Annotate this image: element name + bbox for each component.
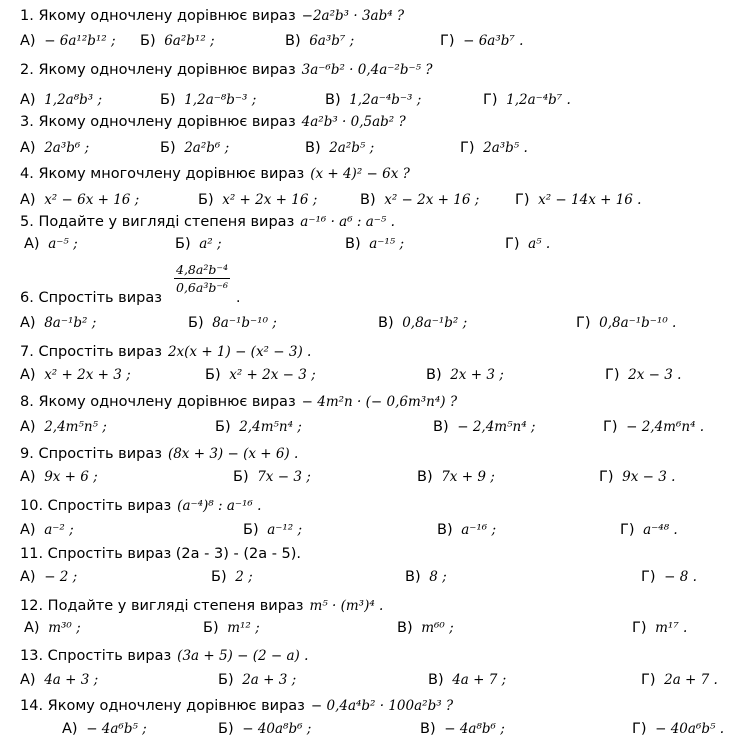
answer-option-b <box>160 140 229 156</box>
answer-option-b <box>218 721 311 737</box>
answer-value: x² − 14x + 16 . <box>538 192 642 208</box>
answer-option-d <box>440 33 523 49</box>
answer-option-a <box>20 419 107 435</box>
answer-value: 2x − 3 . <box>628 367 682 383</box>
question-text: 5. Подайте у вигляді степеня вираз <box>20 214 295 230</box>
answer-option-d <box>632 620 687 636</box>
answer-value: a⁻¹⁵ ; <box>369 236 405 252</box>
answer-value: 2,4m⁵n⁵ ; <box>44 419 107 435</box>
answer-value: 8a⁻¹b² ; <box>44 315 97 331</box>
answer-option-b <box>175 236 222 252</box>
question-expression: a⁻¹⁶ · a⁶ : a⁻⁵ . <box>300 214 395 230</box>
question-expression: − 4m²n · (− 0,6m³n⁴) ? <box>301 394 458 410</box>
answer-option-a <box>20 192 139 208</box>
answer-value: x² − 6x + 16 ; <box>44 192 140 208</box>
answer-value: 7x + 9 ; <box>441 469 495 485</box>
question-text: 7. Спростіть вираз <box>20 344 162 360</box>
answer-option-a <box>24 620 81 636</box>
answer-letter: Г) <box>515 192 535 208</box>
answer-value: 1,2a⁻⁸b⁻³ ; <box>184 92 257 108</box>
answer-option-c <box>405 569 447 585</box>
answer-option-d <box>576 315 676 331</box>
answer-letter: Б) <box>160 92 181 108</box>
answer-value: a⁻¹² ; <box>267 522 303 538</box>
answer-letter: А) <box>20 569 41 585</box>
answer-option-b <box>205 367 316 383</box>
answer-letter: А) <box>20 469 41 485</box>
question-text: 13. Спростіть вираз <box>20 648 172 664</box>
answer-letter: Б) <box>203 620 224 636</box>
answer-letter: Б) <box>243 522 264 538</box>
answer-letter: А) <box>20 672 41 688</box>
answer-option-c <box>433 419 535 435</box>
answer-letter: Г) <box>460 140 480 156</box>
answer-value: a⁻² ; <box>44 522 74 538</box>
question-7 <box>20 344 311 360</box>
answer-option-a <box>20 569 77 585</box>
answer-letter: Б) <box>175 236 196 252</box>
answer-option-b <box>218 672 296 688</box>
answer-letter: В) <box>417 469 438 485</box>
answer-value: 8a⁻¹b⁻¹⁰ ; <box>212 315 277 331</box>
question-1 <box>20 8 404 24</box>
answer-letter: А) <box>20 140 41 156</box>
answer-letter: Г) <box>620 522 640 538</box>
answer-option-d <box>483 92 571 108</box>
q6-numerator: 4,8a²b⁻⁴ <box>176 262 228 277</box>
answer-value: 2 ; <box>235 569 253 585</box>
answer-value: a⁻⁵ ; <box>48 236 78 252</box>
answer-option-c <box>360 192 479 208</box>
answer-option-c <box>397 620 454 636</box>
answer-letter: В) <box>285 33 306 49</box>
answer-option-c <box>345 236 404 252</box>
answer-letter: Б) <box>218 672 239 688</box>
answer-letter: А) <box>20 92 41 108</box>
question-11 <box>20 546 307 562</box>
answer-value: 9x − 3 . <box>622 469 676 485</box>
answer-value: 2a³b⁵ . <box>483 140 528 156</box>
answer-option-c <box>417 469 495 485</box>
question-8 <box>20 394 457 410</box>
answer-letter: Г) <box>576 315 596 331</box>
answer-value: 6a³b⁷ ; <box>309 33 355 49</box>
answer-option-c <box>285 33 354 49</box>
answer-letter: Б) <box>188 315 209 331</box>
answer-option-d <box>460 140 528 156</box>
answer-letter: А) <box>20 522 41 538</box>
answer-option-b <box>198 192 317 208</box>
answer-value: m³⁰ ; <box>48 620 81 636</box>
answer-letter: А) <box>24 236 45 252</box>
question-expression: 3a⁻⁶b² · 0,4a⁻²b⁻⁵ ? <box>301 62 433 78</box>
question-14 <box>20 698 453 714</box>
answer-letter: В) <box>397 620 418 636</box>
question-text: 3. Якому одночлену дорівнює вираз <box>20 114 296 130</box>
answer-option-d <box>515 192 641 208</box>
question-expression: 4a²b³ · 0,5ab² ? <box>301 114 406 130</box>
answer-option-c <box>437 522 496 538</box>
answer-value: − 2,4m⁶n⁴ . <box>626 419 705 435</box>
question-text: 14. Якому одночлену дорівнює вираз <box>20 698 305 714</box>
question-4 <box>20 166 410 182</box>
answer-letter: А) <box>62 721 83 737</box>
question-5 <box>20 214 395 230</box>
question-expression: 2x(x + 1) − (x² − 3) . <box>167 344 312 360</box>
question-9 <box>20 446 298 462</box>
answer-value: − 6a¹²b¹² ; <box>44 33 116 49</box>
answer-value: − 40a⁸b⁶ ; <box>242 721 312 737</box>
answer-option-c <box>305 140 374 156</box>
answer-letter: Г) <box>603 419 623 435</box>
answer-letter: Б) <box>160 140 181 156</box>
answer-letter: Г) <box>632 721 652 737</box>
answer-value: 2,4m⁵n⁴ ; <box>239 419 302 435</box>
answer-letter: Б) <box>140 33 161 49</box>
answer-letter: В) <box>426 367 447 383</box>
q6-denominator: 0,6a³b⁻⁶ <box>176 280 228 295</box>
answer-option-c <box>378 315 467 331</box>
q6-fraction-dot: . <box>236 290 241 306</box>
answer-option-a <box>20 522 74 538</box>
answer-letter: Г) <box>440 33 460 49</box>
answer-option-d <box>641 569 697 585</box>
answer-option-a <box>20 140 89 156</box>
answer-value: a⁻¹⁶ ; <box>461 522 497 538</box>
answer-value: 1,2a⁻⁴b⁷ . <box>506 92 571 108</box>
answer-option-d <box>605 367 681 383</box>
answer-letter: А) <box>20 367 41 383</box>
answer-value: 0,8a⁻¹b² ; <box>402 315 468 331</box>
answer-option-d <box>632 721 724 737</box>
answer-letter: Б) <box>218 721 239 737</box>
answer-letter: Г) <box>483 92 503 108</box>
answer-letter: А) <box>20 33 41 49</box>
answer-letter: Г) <box>632 620 652 636</box>
answer-value: 2a²b⁶ ; <box>184 140 230 156</box>
answer-option-d <box>641 672 718 688</box>
answer-value: − 40a⁶b⁵ . <box>655 721 724 737</box>
answer-letter: Б) <box>211 569 232 585</box>
answer-value: 9x + 6 ; <box>44 469 98 485</box>
question-text: 2. Якому одночлену дорівнює вираз <box>20 62 296 78</box>
answer-option-b <box>243 522 302 538</box>
answer-letter: В) <box>433 419 454 435</box>
answer-letter: Г) <box>641 569 661 585</box>
answer-letter: В) <box>405 569 426 585</box>
answer-option-a <box>20 315 96 331</box>
answer-value: 2a³b⁶ ; <box>44 140 90 156</box>
question-expression: (3a + 5) − (2 − a) . <box>177 648 309 664</box>
answer-value: 2a²b⁵ ; <box>329 140 375 156</box>
answer-value: x² + 2x − 3 ; <box>229 367 316 383</box>
answer-value: 6a²b¹² ; <box>164 33 215 49</box>
answer-value: a⁵ . <box>528 236 551 252</box>
answer-option-b <box>203 620 260 636</box>
answer-letter: В) <box>437 522 458 538</box>
question-text: 1. Якому одночлену дорівнює вираз <box>20 8 296 24</box>
answer-value: a² ; <box>199 236 222 252</box>
answer-option-d <box>599 469 675 485</box>
question-expression: (8x + 3) − (x + 6) . <box>167 446 299 462</box>
answer-letter: А) <box>20 419 41 435</box>
question-2 <box>20 62 433 78</box>
question-text: 4. Якому многочлену дорівнює вираз <box>20 166 305 182</box>
answer-letter: Г) <box>605 367 625 383</box>
question-expression: (x + 4)² − 6x ? <box>310 166 410 182</box>
answer-option-a <box>20 92 102 108</box>
question-expression: −2a²b³ · 3ab⁴ ? <box>301 8 405 24</box>
question-text: 9. Спростіть вираз <box>20 446 162 462</box>
answer-letter: Б) <box>233 469 254 485</box>
answer-value: 0,8a⁻¹b⁻¹⁰ . <box>599 315 677 331</box>
answer-value: 2x + 3 ; <box>450 367 504 383</box>
answer-letter: В) <box>325 92 346 108</box>
answer-value: − 8 . <box>664 569 697 585</box>
answer-letter: Б) <box>215 419 236 435</box>
answer-letter: А) <box>20 315 41 331</box>
answer-option-a <box>20 33 116 49</box>
answer-letter: Г) <box>599 469 619 485</box>
question-10 <box>20 498 261 514</box>
question-13 <box>20 648 308 664</box>
question-3 <box>20 114 406 130</box>
answer-option-b <box>233 469 311 485</box>
answer-value: 8 ; <box>429 569 447 585</box>
answer-option-a <box>24 236 78 252</box>
answer-value: x² + 2x + 16 ; <box>222 192 318 208</box>
answer-value: − 4a⁸b⁶ ; <box>444 721 505 737</box>
answer-value: 1,2a⁸b³ ; <box>44 92 103 108</box>
answer-value: 4a + 3 ; <box>44 672 99 688</box>
question-text: 11. Спростіть вираз (2a - 3) - (2a - 5). <box>20 546 302 562</box>
question-expression: − 0,4a⁴b² · 100a²b³ ? <box>310 698 454 714</box>
answer-option-d <box>603 419 704 435</box>
answer-letter: А) <box>20 192 41 208</box>
answer-value: 1,2a⁻⁴b⁻³ ; <box>349 92 422 108</box>
answer-option-d <box>620 522 678 538</box>
answer-option-b <box>211 569 253 585</box>
answer-value: − 4a⁶b⁵ ; <box>86 721 147 737</box>
question-12 <box>20 598 383 614</box>
answer-value: x² + 2x + 3 ; <box>44 367 131 383</box>
answer-letter: В) <box>360 192 381 208</box>
answer-letter: Б) <box>205 367 226 383</box>
answer-letter: В) <box>345 236 366 252</box>
question-text: 6. Спростіть вираз <box>20 290 162 306</box>
answer-option-a <box>20 367 131 383</box>
answer-option-a <box>62 721 147 737</box>
answer-option-c <box>428 672 506 688</box>
answer-value: − 2 ; <box>44 569 78 585</box>
answer-letter: В) <box>420 721 441 737</box>
answer-value: a⁻⁴⁸ . <box>643 522 678 538</box>
question-expression: (a⁻⁴)⁸ : a⁻¹⁶ . <box>177 498 262 514</box>
answer-value: − 6a³b⁷ . <box>463 33 524 49</box>
answer-option-c <box>420 721 505 737</box>
answer-option-b <box>215 419 302 435</box>
answer-option-b <box>160 92 256 108</box>
answer-value: m¹² ; <box>227 620 260 636</box>
question-expression: m⁵ · (m³)⁴ . <box>309 598 384 614</box>
answer-letter: Б) <box>198 192 219 208</box>
question-text: 12. Подайте у вигляді степеня вираз <box>20 598 304 614</box>
answer-letter: А) <box>24 620 45 636</box>
question-text: 10. Спростіть вираз <box>20 498 172 514</box>
answer-value: 2a + 7 . <box>664 672 718 688</box>
answer-letter: В) <box>378 315 399 331</box>
answer-option-b <box>188 315 277 331</box>
answer-value: 7x − 3 ; <box>257 469 311 485</box>
answer-value: m¹⁷ . <box>655 620 688 636</box>
answer-option-d <box>505 236 550 252</box>
q6-fraction <box>174 262 230 295</box>
answer-option-c <box>426 367 504 383</box>
answer-letter: Г) <box>641 672 661 688</box>
answer-value: m⁶⁰ ; <box>421 620 454 636</box>
question-6 <box>20 290 168 306</box>
answer-letter: Г) <box>505 236 525 252</box>
answer-option-c <box>325 92 421 108</box>
answer-value: 4a + 7 ; <box>452 672 507 688</box>
answer-letter: В) <box>305 140 326 156</box>
answer-value: x² − 2x + 16 ; <box>384 192 480 208</box>
answer-value: − 2,4m⁵n⁴ ; <box>457 419 536 435</box>
answer-value: 2a + 3 ; <box>242 672 297 688</box>
question-text: 8. Якому одночлену дорівнює вираз <box>20 394 296 410</box>
answer-option-b <box>140 33 215 49</box>
answer-option-a <box>20 672 98 688</box>
answer-option-a <box>20 469 98 485</box>
answer-letter: В) <box>428 672 449 688</box>
